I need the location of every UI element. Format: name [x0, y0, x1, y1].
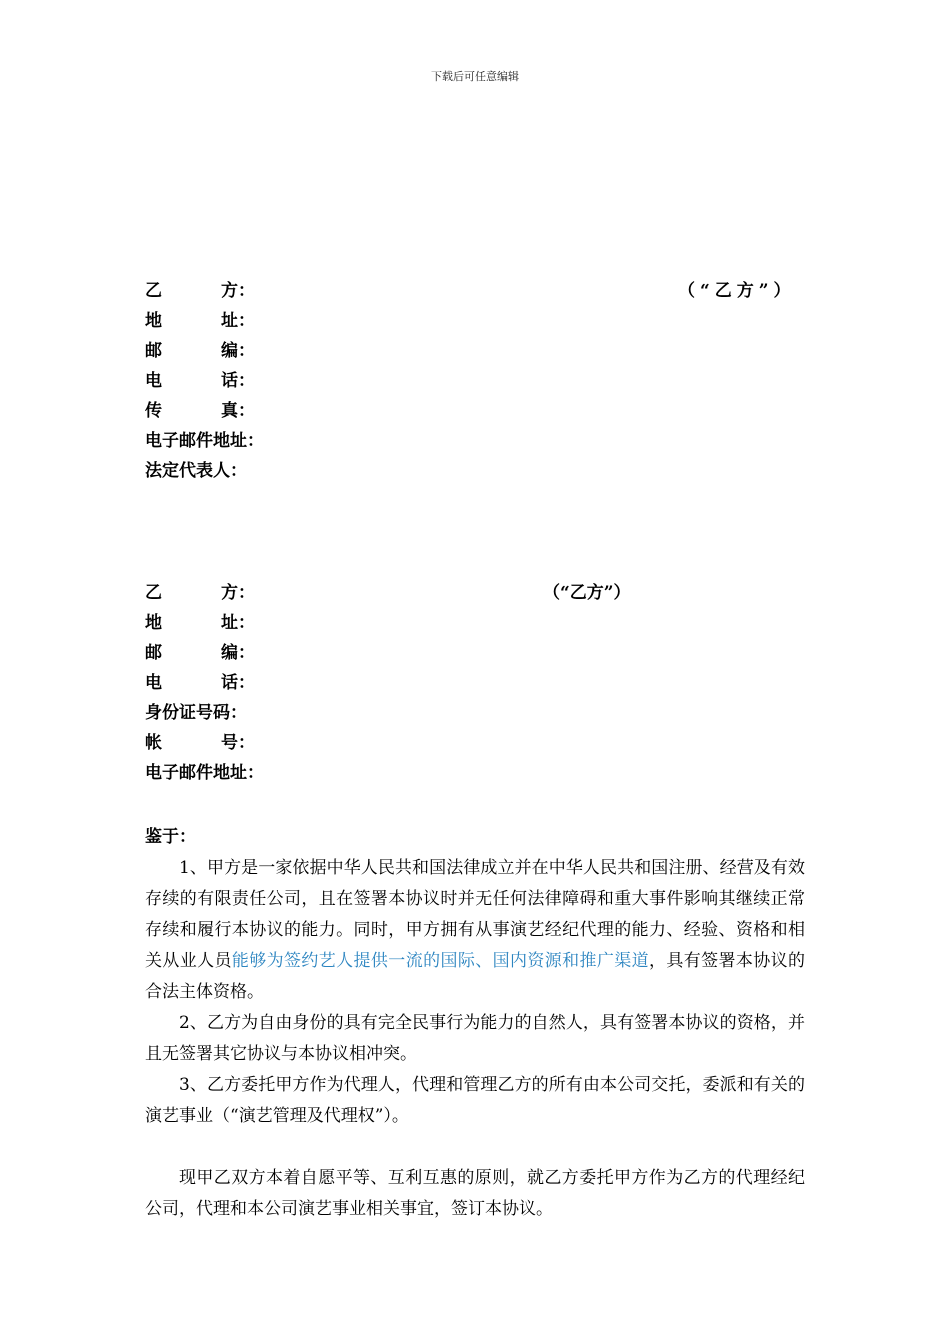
- recital-item-1: [145, 853, 805, 1008]
- field-label-char: 地: [145, 613, 162, 633]
- recital-item-3: 3、乙方委托甲方作为代理人，代理和管理乙方的所有由本公司交托，委派和有关的演艺事业（“演艺管理及代理权”）。: [145, 1075, 805, 1126]
- field-label-char: 乙: [145, 281, 162, 301]
- field-label-char: 帐: [145, 733, 162, 753]
- page-header-note: 下载后可任意编辑: [431, 70, 519, 83]
- email-row: [145, 758, 805, 788]
- paragraph-gap: [145, 1132, 805, 1163]
- field-label-char: 邮: [145, 643, 162, 663]
- party-designation: （“乙方”）: [678, 281, 796, 301]
- field-label-char: 传: [145, 401, 162, 421]
- postcode-row: [145, 336, 805, 366]
- field-label-char: 方：: [221, 583, 255, 603]
- field-label: 身份证号码：: [145, 703, 247, 723]
- email-row: [145, 426, 805, 456]
- party-name-row: [145, 276, 805, 306]
- field-label-char: 真：: [221, 401, 255, 421]
- field-label-char: 乙: [145, 583, 162, 603]
- field-label: 法定代表人：: [145, 461, 247, 481]
- party-name-row: [145, 578, 805, 608]
- phone-row: [145, 668, 805, 698]
- field-label-char: 编：: [221, 341, 255, 361]
- party-person-block: [145, 578, 805, 788]
- field-label-char: 电: [145, 673, 162, 693]
- address-row: [145, 306, 805, 336]
- field-label-char: 号：: [221, 733, 255, 753]
- phone-row: [145, 366, 805, 396]
- recital-text: 1、甲方是一家依据中华人民共和国法律成立并在中华人民共和国注册、经营及有效存续的有限责任公司，且在签署本协议时并无任何法律障碍和重大事件影响其继续正常存续和履行本协议的能力。同时，甲方拥有从事演艺经纪代理的能力、经验、资格和相关从业人员: [145, 858, 805, 971]
- fax-row: [145, 396, 805, 426]
- address-row: [145, 608, 805, 638]
- field-label: 电子邮件地址：: [145, 431, 264, 451]
- field-label: 电子邮件地址：: [145, 763, 264, 783]
- field-label-char: 话：: [221, 673, 255, 693]
- field-label-char: 地: [145, 311, 162, 331]
- highlighted-text-link[interactable]: 能够为签约艺人提供一流的国际、国内资源和推广渠道: [231, 951, 649, 971]
- recitals-heading: 鉴于：: [145, 827, 196, 847]
- field-label-char: 电: [145, 371, 162, 391]
- party-company-block: [145, 276, 805, 486]
- legal-representative-row: [145, 456, 805, 486]
- field-label-char: 方：: [221, 281, 255, 301]
- closing-paragraph: 现甲乙双方本着自愿平等、互利互惠的原则，就乙方委托甲方作为乙方的代理经纪公司，代理和本公司演艺事业相关事宜，签订本协议。: [145, 1168, 805, 1219]
- postcode-row: [145, 638, 805, 668]
- recital-item-2: 2、乙方为自由身份的具有完全民事行为能力的自然人，具有签署本协议的资格，并且无签署其它协议与本协议相冲突。: [145, 1013, 805, 1064]
- id-number-row: [145, 698, 805, 728]
- account-row: [145, 728, 805, 758]
- recital-text: ，具有签署本协议的合法主体资格。: [145, 951, 806, 1002]
- field-label-char: 址：: [221, 311, 255, 331]
- field-label-char: 址：: [221, 613, 255, 633]
- party-designation: （“乙方”）: [543, 583, 631, 603]
- field-label-char: 邮: [145, 341, 162, 361]
- recitals-section: [145, 822, 805, 1225]
- field-label-char: 编：: [221, 643, 255, 663]
- field-label-char: 话：: [221, 371, 255, 391]
